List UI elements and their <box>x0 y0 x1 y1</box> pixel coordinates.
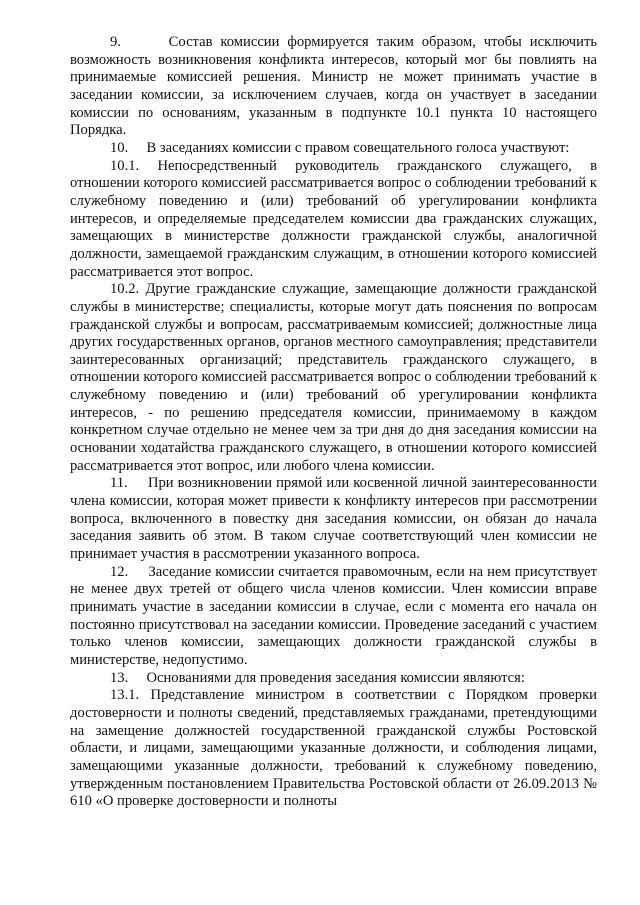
document-page <box>70 34 597 811</box>
paragraph-9: 9. Состав комиссии формируется таким образом, чтобы исключить возможность возникновения конфликта интересов, который мог бы повлиять на принимаемые комиссией решения. Министр не может принимать участие в заседании комиссии, за исключением случаев, когда он участвует в заседании комиссии по основаниям, указанным в подпункте 10.1 пункта 10 настоящего Порядка. <box>70 34 597 139</box>
paragraph-10-2: 10.2. Другие гражданские служащие, замещающие должности гражданской службы в министерстве; специалисты, которые могут дать пояснения по вопросам гражданской службы и вопросам, рассматриваемым комиссией; должностные лица других государственных органов, органов местного самоуправления; представители заинтересованных организаций; представитель гражданского служащего, в отношении которого комиссией рассматривается вопрос о соблюдении требований к служебному поведению и (или) требований об урегулировании конфликта интересов, - по решению председателя комиссии, принимаемому в каждом конкретном случае отдельно не менее чем за три дня до дня заседания комиссии на основании ходатайства гражданского служащего, в отношении которого комиссией рассматривается этот вопрос, или любого члена комиссии. <box>70 281 597 474</box>
paragraph-13-1: 13.1. Представление министром в соответствии с Порядком проверки достоверности и полноты сведений, представляемых гражданами, претендующими на замещение должностей государственной гражданской службы Ростовской области, и лицами, замещающими указанные должности, и соблюдения лицами, замещающими указанные должности, требований к служебному поведению, утвержденным постановлением Правительства Ростовской области от 26.09.2013 № 610 «О проверке достоверности и полноты <box>70 687 597 810</box>
paragraph-12: 12. Заседание комиссии считается правомочным, если на нем присутствует не менее двух третей от общего числа членов комиссии. Член комиссии вправе принимать участие в заседании комиссии в случае, если с момента его начала он постоянно присутствовал на заседании комиссии. Проведение заседаний с участием только членов комиссии, замещающих должности гражданской службы в министерстве, недопустимо. <box>70 563 597 668</box>
paragraph-10-1: 10.1. Непосредственный руководитель гражданского служащего, в отношении которого комиссией рассматривается вопрос о соблюдении требований к служебному поведению и (или) требований об урегулировании конфликта интересов, и определяемые председателем комиссии два гражданских служащих, замещающих в министерстве должности гражданской службы, аналогичной должности, замещаемой гражданским служащим, в отношении которого комиссией рассматривается этот вопрос. <box>70 157 597 280</box>
paragraph-13: 13. Основаниями для проведения заседания комиссии являются: <box>110 669 525 686</box>
paragraph-11: 11. При возникновении прямой или косвенной личной заинтересованности члена комиссии, которая может привести к конфликту интересов при рассмотрении вопроса, включенного в повестку дня заседания комиссии, он обязан до начала заседания заявить об этом. В таком случае соответствующий член комиссии не принимает участия в рассмотрении указанного вопроса. <box>70 475 597 563</box>
paragraph-10: 10. В заседаниях комиссии с правом совещательного голоса участвуют: <box>110 139 570 156</box>
